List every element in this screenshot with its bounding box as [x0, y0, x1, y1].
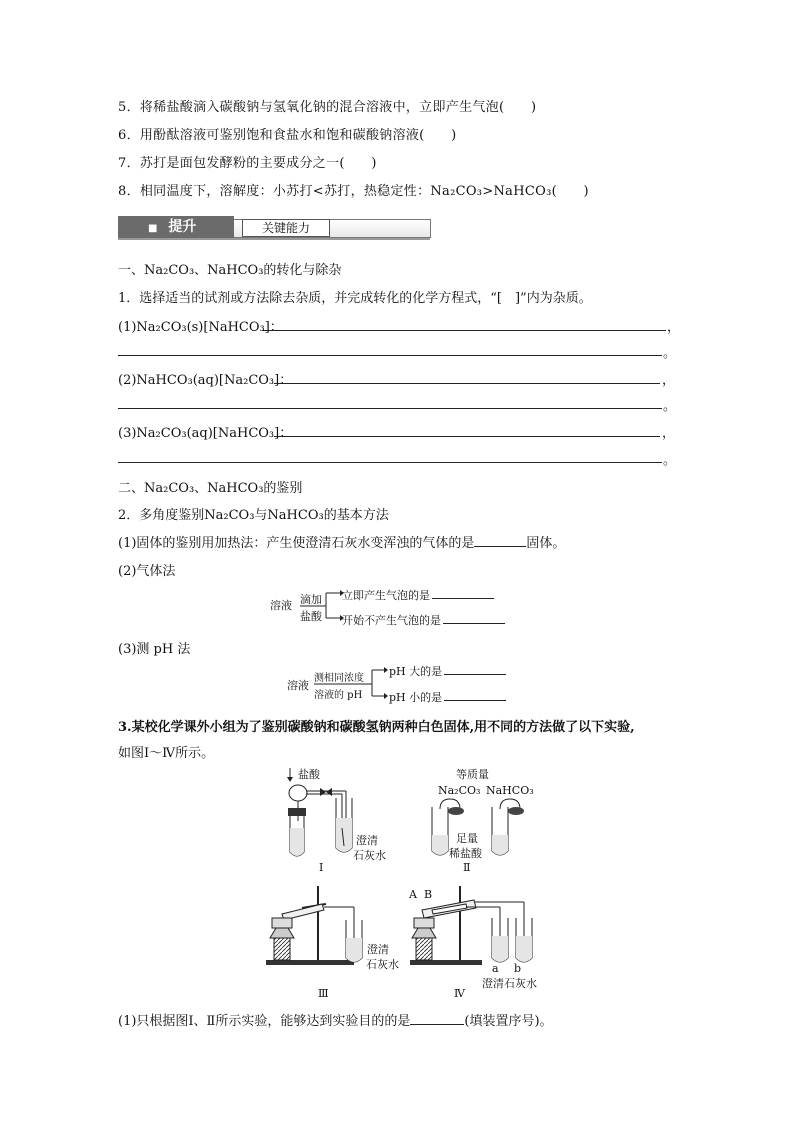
question-2: 2．多角度鉴别Na₂CO₃与NaHCO₃的基本方法: [118, 508, 389, 523]
comma: ，: [667, 320, 681, 335]
answer-blank: [444, 700, 506, 701]
gas-arrow-bottom-label: 盐酸: [300, 610, 322, 623]
fig4-label-b: b: [514, 962, 522, 975]
fig2-na2co3: Na₂CO₃: [438, 784, 481, 797]
gas-branch-1-text: 立即产生气泡的是: [342, 589, 430, 602]
question-3-sub-1: [118, 1010, 553, 1029]
banner-sub-label: 关键能力: [242, 219, 330, 237]
fig1-acid-label: 盐酸: [298, 768, 320, 781]
banner-bullet-icon: ■: [148, 223, 158, 234]
answer-line: [274, 436, 660, 437]
fig4-label-a: a: [492, 962, 499, 975]
answer-line: [262, 330, 666, 331]
ph-arrow-bottom-label: 溶液的 pH: [314, 690, 363, 701]
fig3-lime-label-2: 石灰水: [366, 958, 399, 971]
item-3-label: (3)Na₂CO₃(aq)[NaHCO₃]：: [118, 426, 293, 441]
question-3-line2: 如图Ⅰ～Ⅳ所示。: [118, 746, 215, 761]
answer-blank: [474, 546, 526, 547]
fig3-lime-label-1: 澄清: [367, 943, 389, 956]
banner-main-label: 提升: [168, 219, 197, 235]
item-2-label: (2)NaHCO₃(aq)[Na₂CO₃]：: [118, 373, 293, 388]
fig1-label: Ⅰ: [319, 861, 324, 874]
gas-solution-label: 溶液: [270, 599, 292, 612]
fig1-lime-label-2: 石灰水: [353, 849, 386, 862]
gas-branch-2: [342, 612, 505, 628]
answer-line: [118, 408, 662, 409]
fig2-acid-1: 足量: [456, 832, 478, 845]
section2-heading: 二、Na₂CO₃、NaHCO₃的鉴别: [118, 481, 303, 496]
banner-main: [118, 216, 234, 238]
judgment-5: 5．将稀盐酸滴入碳酸钠与氢氧化钠的混合溶液中，立即产生气泡( ): [118, 100, 537, 115]
ph-branch-1-text: pH 大的是: [389, 665, 443, 678]
fig3-label: Ⅲ: [318, 987, 329, 1000]
method-1-text: (1)固体的鉴别用加热法：产生使澄清石灰水变浑浊的气体的是: [118, 536, 475, 551]
answer-line: [118, 462, 662, 463]
section-banner: [118, 216, 430, 238]
answer-blank: [410, 1024, 464, 1025]
ph-arrow-top-label: 测相同浓度: [314, 673, 364, 684]
period: 。: [663, 346, 677, 361]
gas-arrow-top-label: 滴加: [300, 593, 322, 606]
answer-line: [274, 383, 660, 384]
fig4-label-A: A: [409, 888, 417, 901]
answer-blank: [443, 623, 505, 624]
method-2: (2)气体法: [118, 564, 176, 579]
gas-branch-1: [342, 587, 494, 603]
comma: ，: [662, 426, 676, 441]
comma: ，: [662, 373, 676, 388]
judgment-8: 8．相同温度下，溶解度：小苏打<苏打，热稳定性：Na₂CO₃>NaHCO₃( ): [118, 184, 589, 199]
method-1-tail: 固体。: [526, 536, 566, 551]
period: 。: [663, 399, 677, 414]
fig2-acid-2: 稀盐酸: [449, 847, 482, 860]
question-3-line1: 3.某校化学课外小组为了鉴别碳酸钠和碳酸氢钠两种白色固体,用不同的方法做了以下实验,: [118, 720, 635, 735]
fig2-equal-mass: 等质量: [456, 768, 489, 781]
answer-blank: [444, 674, 506, 675]
fig2-nahco3: NaHCO₃: [486, 784, 534, 797]
section1-heading: 一、Na₂CO₃、NaHCO₃的转化与除杂: [118, 263, 342, 278]
gas-branch-2-text: 开始不产生气泡的是: [342, 614, 441, 627]
ph-branch-2-text: pH 小的是: [389, 691, 443, 704]
q3-sub1-tail: (填装置序号)。: [464, 1014, 553, 1029]
figure-2-apparatus: [426, 795, 546, 865]
judgment-6: 6．用酚酞溶液可鉴别饱和食盐水和饱和碳酸钠溶液( ): [118, 128, 457, 143]
fig4-label-B: B: [424, 888, 433, 901]
answer-line: [118, 355, 662, 356]
banner-underline: [118, 238, 430, 240]
fig2-label: Ⅱ: [463, 861, 471, 874]
method-1: [118, 532, 565, 551]
fig4-label: Ⅳ: [454, 987, 465, 1000]
fig1-lime-label-1: 澄清: [356, 834, 378, 847]
ph-solution-label: 溶液: [287, 679, 309, 692]
q3-sub1-text: (1)只根据图Ⅰ、Ⅱ所示实验，能够达到实验目的的是: [118, 1014, 411, 1029]
ph-branch-arrow: [312, 664, 392, 704]
answer-blank: [432, 598, 494, 599]
method-3: (3)测 pH 法: [118, 642, 191, 657]
fig4-lime-label: 澄清石灰水: [482, 977, 537, 990]
ph-branch-2: [389, 689, 506, 705]
period: 。: [663, 453, 677, 468]
gas-branch-arrow: [296, 588, 346, 628]
question-1: 1．选择适当的试剂或方法除去杂质，并完成转化的化学方程式，“[ ]”内为杂质。: [118, 291, 592, 306]
item-1-label: (1)Na₂CO₃(s)[NaHCO₃]：: [118, 320, 283, 335]
ph-branch-1: [389, 663, 506, 679]
judgment-7: 7．苏打是面包发酵粉的主要成分之一( ): [118, 156, 377, 171]
